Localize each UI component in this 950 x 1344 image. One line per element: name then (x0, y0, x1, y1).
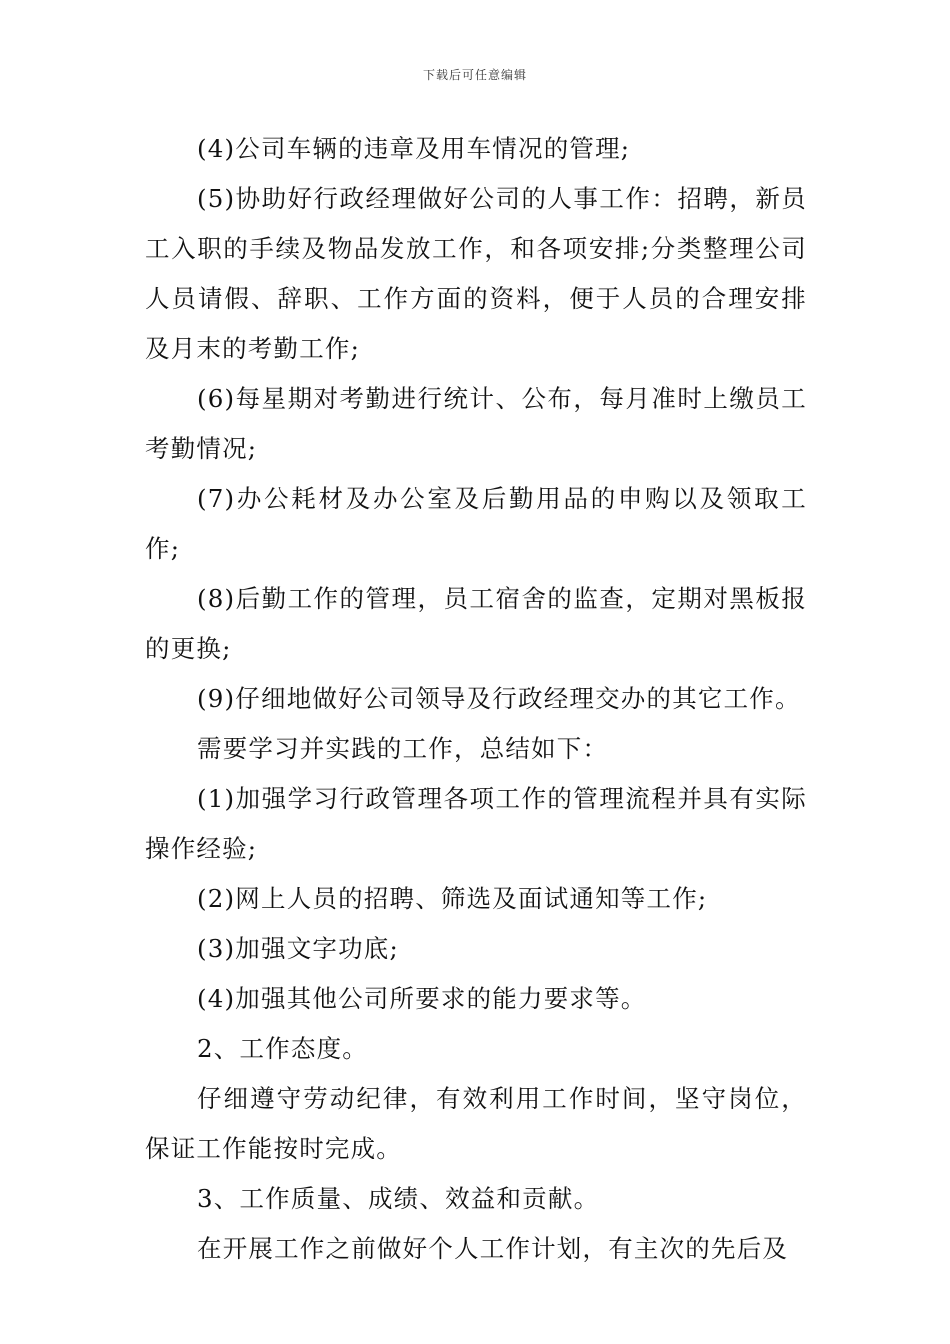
paragraph-learning-2: (2)网上人员的招聘、筛选及面试通知等工作; (197, 884, 708, 913)
paragraph-item-6: (6)每星期对考勤进行统计、公布，每月准时上缴员工考勤情况; (145, 384, 807, 463)
paragraph-item-4: (4)公司车辆的违章及用车情况的管理; (197, 134, 631, 163)
section-heading-attitude: 2、工作态度。 (197, 1034, 368, 1063)
paragraph-item-5: (5)协助好行政经理做好公司的人事工作：招聘，新员工入职的手续及物品发放工作，和各项安排;分类整理公司人员请假、辞职、工作方面的资料，便于人员的合理安排及月末的考勤工作; (145, 184, 807, 363)
paragraph-item-7: (7)办公耗材及办公室及后勤用品的申购以及领取工作; (145, 484, 807, 563)
section-heading-quality: 3、工作质量、成绩、效益和贡献。 (197, 1184, 600, 1213)
paragraph-item-8: (8)后勤工作的管理，员工宿舍的监查，定期对黑板报的更换; (145, 584, 807, 663)
paragraph-quality: 在开展工作之前做好个人工作计划，有主次的先后及 (197, 1234, 789, 1263)
paragraph-learning-1: (1)加强学习行政管理各项工作的管理流程并具有实际操作经验; (145, 784, 807, 863)
paragraph-learning-intro: 需要学习并实践的工作，总结如下： (197, 734, 609, 763)
paragraph-item-9: (9)仔细地做好公司领导及行政经理交办的其它工作。 (197, 684, 801, 713)
paragraph-learning-3: (3)加强文字功底; (197, 934, 399, 963)
paragraph-attitude: 仔细遵守劳动纪律，有效利用工作时间，坚守岗位，保证工作能按时完成。 (145, 1084, 807, 1163)
paragraph-learning-4: (4)加强其他公司所要求的能力要求等。 (197, 984, 647, 1013)
header-note: 下载后可任意编辑 (422, 68, 527, 82)
document-body (145, 124, 807, 1274)
